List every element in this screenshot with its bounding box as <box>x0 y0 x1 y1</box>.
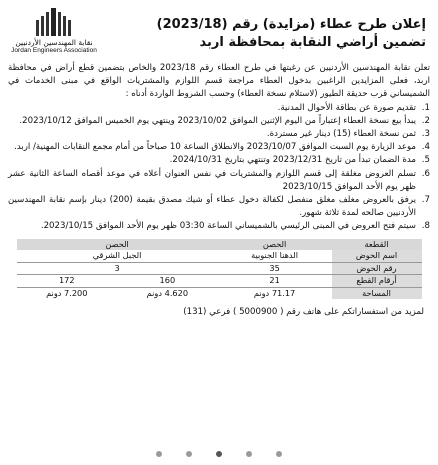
table-header-cell: الحصن <box>17 239 218 251</box>
table-row <box>17 262 422 275</box>
carousel-dot[interactable] <box>246 451 252 457</box>
title-line-1: إعلان طرح عطاء (مزايدة) رقم (2023/18) <box>156 17 426 32</box>
conditions-list <box>8 102 430 234</box>
contact-footer: لمزيد من استفساراتكم على هاتف رقم ( 5000900 ) فرعي (131) <box>183 307 424 318</box>
jea-logo <box>10 6 98 55</box>
condition-item <box>8 102 430 115</box>
table-cell: الدهنا الجنوبية <box>218 250 332 262</box>
condition-item <box>8 220 430 233</box>
row-label: اسم الحوض <box>332 250 422 262</box>
carousel-dot[interactable] <box>276 451 282 457</box>
condition-text: يرفق بالعروض مغلف مغلق منفصل لكفالة دخول عطاء أو شيك مصدق بقيمة (200) دينار بإسم نقابة المهندسين الأردنيين صالحه لمدة ثلاثة شهور. <box>8 195 416 219</box>
condition-number: 1. <box>421 102 430 113</box>
table-row <box>17 275 422 288</box>
row-label: أرقام القطع <box>332 275 422 288</box>
intro-paragraph: تعلن نقابة المهندسين الأردنيين عن رغبتها في طرح العطاء رقم 2023/18 والخاص بتضمين قطع أراض في محافظة اربد، فعلى المزايدين الراغبين بدخول العطاء مراجعة قسم اللوازم والمشتريات الواقع في مبنى الخدمات في الشميساني قرب حديقة الطيور (لاستلام نسخة العطاء) وحسب الشروط الواردة أدناه : <box>8 63 430 100</box>
condition-item <box>8 115 430 128</box>
table-cell: 4.620 دونم <box>146 287 189 298</box>
header <box>8 6 430 62</box>
table-header-row <box>17 239 422 251</box>
table-cell: 21 <box>218 275 332 288</box>
condition-number: 5. <box>421 155 430 166</box>
table-cell: 71.17 دونم <box>253 287 296 298</box>
table-cell: الجبل الشرقي <box>17 250 218 262</box>
condition-item <box>8 168 430 194</box>
row-label: رقم الحوض <box>332 262 422 275</box>
condition-number: 4. <box>421 142 430 153</box>
condition-item <box>8 194 430 220</box>
table-header-cell: القطعة <box>332 239 422 251</box>
table-cell: 172 <box>17 275 118 288</box>
table-header-cell: الحصن <box>218 239 332 251</box>
condition-text: تسلم العروض مغلقة إلى قسم اللوازم والمشتريات في نفس العنوان أعلاه في موعد أقصاه الساعة الثانية عشر ظهر يوم الأحد الموافق 2023/10/15 <box>8 168 416 192</box>
title-line-2: تضمين أراضي النقابة بمحافظة اربد <box>199 35 426 50</box>
jea-emblem-icon <box>34 6 74 38</box>
condition-number: 3. <box>421 129 430 140</box>
carousel-dots <box>0 442 438 461</box>
row-label: المساحة <box>332 287 422 299</box>
table-cell: 7.200 دونم <box>46 287 88 298</box>
condition-text: ثمن نسخة العطاء (15) دينار غير مستردة. <box>266 129 416 140</box>
condition-item <box>8 141 430 154</box>
logo-name-en: Jordan Engineers Association <box>11 47 97 54</box>
land-plots-table <box>17 239 422 300</box>
table-cell: 3 <box>17 262 218 275</box>
condition-text: موعد الزيارة يوم السبت الموافق 2023/10/07 والانطلاق الساعة 10 صباحاً من أمام مجمع النقابات المهنية/ اربد. <box>14 142 416 153</box>
condition-text: سيتم فتح العروض في المبنى الرئيسي بالشميساني الساعة 03:30 ظهر يوم الأحد الموافق 2023/10/15. <box>40 221 416 232</box>
condition-text: مدة الضمان تبدأ من تاريخ 2023/12/31 وتنتهي بتاريخ 2024/10/31. <box>169 155 416 166</box>
table-cell: 35 <box>218 262 332 275</box>
carousel-dot[interactable] <box>156 451 162 457</box>
table-cell: 160 <box>117 275 218 288</box>
announcement-title <box>136 16 426 52</box>
condition-item <box>8 128 430 141</box>
carousel-dot[interactable] <box>186 451 192 457</box>
condition-text: تقديم صورة عن بطاقة الأحوال المدنية. <box>277 102 416 113</box>
condition-number: 8. <box>421 221 430 232</box>
condition-number: 6. <box>421 168 430 179</box>
table-row <box>17 287 422 299</box>
condition-item <box>8 154 430 167</box>
table-row <box>17 250 422 262</box>
condition-number: 2. <box>421 115 430 126</box>
logo-name-ar: نقابة المهندسين الأردنيين <box>15 38 93 47</box>
condition-text: يبدأ بيع نسخة العطاء إعتباراً من اليوم الإثنين الموافق 2023/10/02 وينتهي يوم الخميس الموافق 2023/10/12. <box>19 115 416 126</box>
condition-number: 7. <box>421 195 430 206</box>
carousel-dot-active[interactable] <box>216 451 222 457</box>
